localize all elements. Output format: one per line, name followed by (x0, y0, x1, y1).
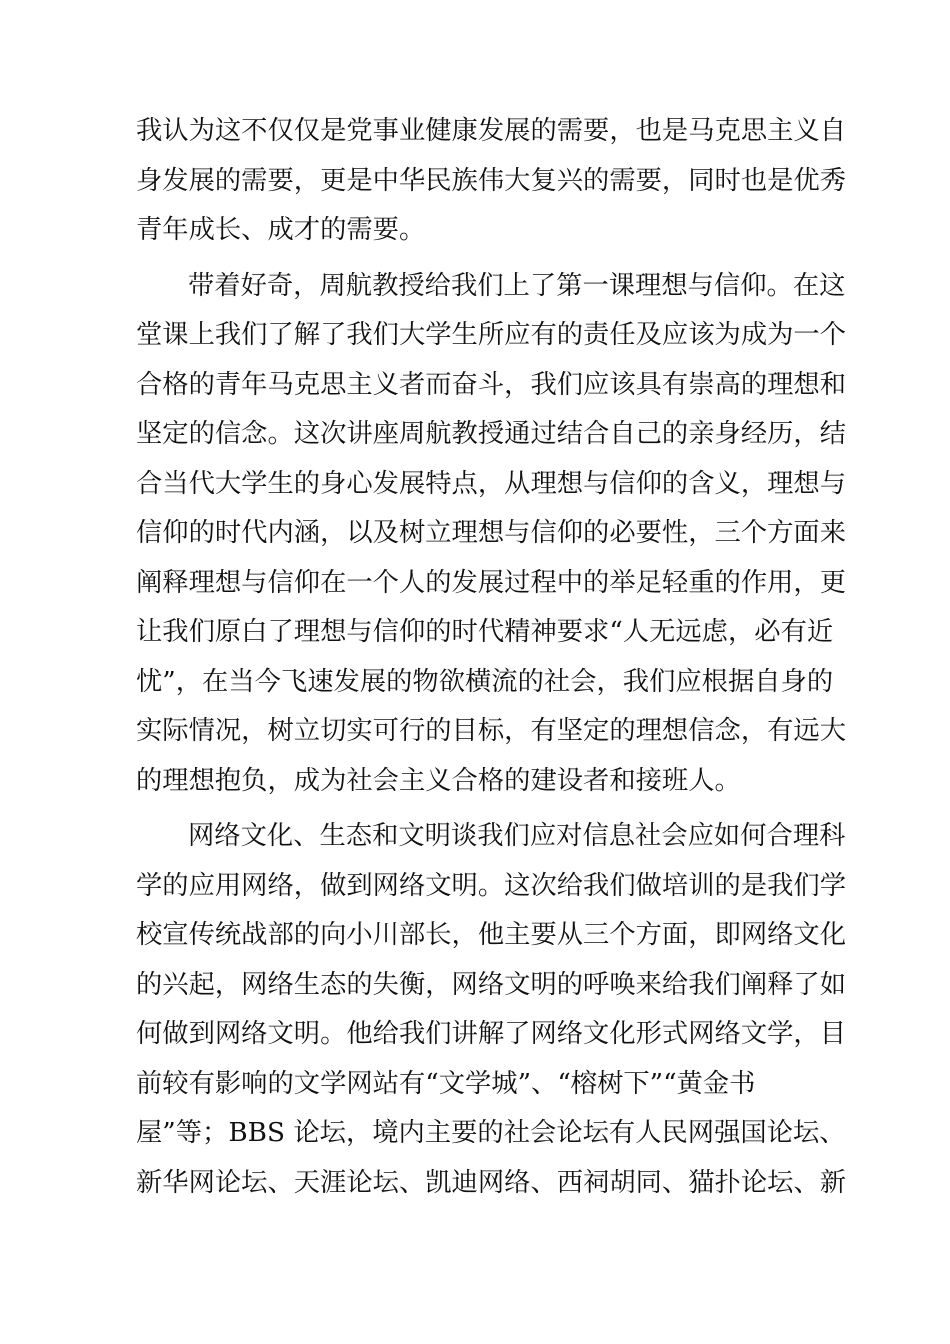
text-line: 身发展的需要，更是中华民族伟大复兴的需要，同时也是优秀 (136, 165, 847, 196)
text-line: 阐释理想与信仰在一个人的发展过程中的举足轻重的作用，更 (136, 567, 847, 598)
text-line: 让我们原白了理想与信仰的时代精神要求“人无远虑，必有近 (136, 617, 834, 647)
text-line: 前较有影响的文学网站有“文学城”、“榕树下”“黄金书 (136, 1068, 756, 1099)
text-line: 实际情况，树立切实可行的目标，有坚定的理想信念，有远大 (136, 716, 847, 746)
text-line: 信仰的时代内涵，以及树立理想与信仰的必要性，三个方面来 (136, 518, 847, 548)
text-line: 堂课上我们了解了我们大学生所应有的责任及应该为成为一个 (136, 320, 847, 350)
text-line: 校宣传统战部的向小川部长，他主要从三个方面，即网络文化 (136, 920, 847, 950)
text-line: 何做到网络文明。他给我们讲解了网络文化形式网络文学，目 (136, 1019, 847, 1049)
text-line: 青年成长、成才的需要。 (136, 215, 426, 245)
text-line: 学的应用网络，做到网络文明。这次给我们做培训的是我们学 (136, 870, 847, 901)
text-line: 新华网论坛、天涯论坛、凯迪网络、西祠胡同、猫扑论坛、新 (136, 1167, 847, 1198)
text-line: 屋”等；BBS 论坛，境内主要的社会论坛有人民网强国论坛、 (136, 1118, 846, 1148)
paragraph-3 (136, 812, 847, 1208)
text-line: 的兴起，网络生态的失衡，网络文明的呼唤来给我们阐释了如 (136, 969, 847, 1000)
text-line: 我认为这不仅仅是党事业健康发展的需要，也是马克思主义自 (136, 116, 847, 146)
paragraph-2 (136, 262, 847, 807)
body-text (136, 107, 847, 1208)
text-line: 坚定的信念。这次讲座周航教授通过结合自己的亲身经历，结 (136, 419, 847, 449)
paragraph-1 (136, 107, 847, 256)
text-line: 网络文化、生态和文明谈我们应对信息社会应如何合理科 (188, 821, 846, 851)
text-line: 合格的青年马克思主义者而奋斗，我们应该具有崇高的理想和 (136, 369, 847, 400)
text-line: 合当代大学生的身心发展特点，从理想与信仰的含义，理想与 (136, 468, 847, 499)
text-line: 忧”，在当今飞速发展的物欲横流的社会，我们应根据自身的 (136, 666, 834, 697)
text-line: 的理想抱负，成为社会主义合格的建设者和接班人。 (136, 765, 741, 796)
text-line: 带着好奇，周航教授给我们上了第一课理想与信仰。在这 (188, 270, 846, 301)
